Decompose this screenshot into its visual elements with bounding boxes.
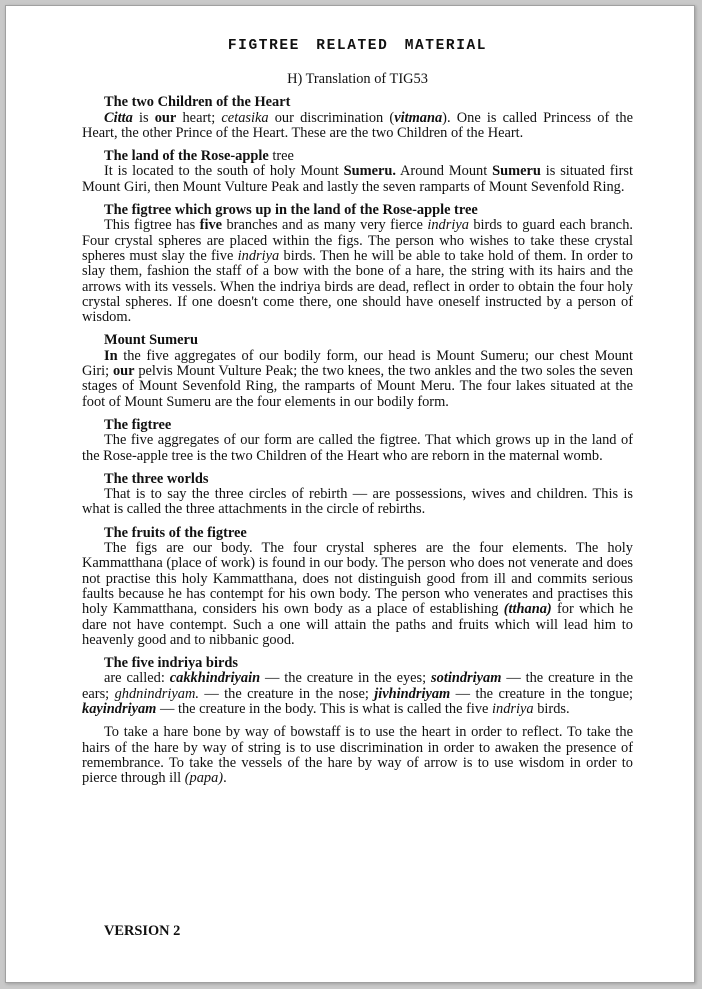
text-segment: Sumeru (492, 163, 541, 180)
text-segment: The fruits of the figtree (104, 524, 247, 541)
paragraph (82, 164, 633, 195)
text-segment: Around Mount (395, 163, 493, 180)
text-segment: Sumeru. (343, 163, 396, 180)
paragraph (82, 671, 633, 717)
document-title: FIGTREE RELATED MATERIAL (227, 38, 488, 54)
paragraph (82, 111, 633, 142)
document-section (82, 418, 633, 464)
text-segment: That is to say the three circles of rebirth — are possessions, wives and children. This is what is called the three attachments in the circle of rebirths. (82, 486, 633, 518)
text-segment: sotindriyam (431, 670, 502, 687)
document-section (82, 725, 633, 786)
section-heading (82, 95, 633, 110)
text-segment: — the creature in the nose; (198, 685, 375, 702)
section-heading (82, 333, 633, 348)
text-segment: tree (268, 148, 294, 165)
document-page (5, 5, 695, 983)
paragraph (82, 725, 633, 786)
text-segment: indriya (427, 217, 469, 234)
text-segment: birds to guard each branch. Four crystal spheres are placed within the figs. The person who wishes to take these crystal spheres must slay the five (82, 217, 633, 264)
paragraph (82, 487, 633, 518)
text-segment: indriya (237, 247, 280, 264)
section-heading (82, 149, 633, 164)
document-section (82, 149, 633, 195)
text-segment: The five indriya birds (104, 655, 238, 672)
text-segment: five (199, 217, 223, 234)
text-segment: our (154, 109, 177, 126)
document-section (82, 203, 633, 325)
text-segment: The figtree (104, 416, 172, 433)
section-heading (82, 203, 633, 218)
paragraph (82, 349, 633, 410)
text-segment: branches and as many very fierce (222, 217, 428, 234)
text-segment: — the creature in the body. This is what is called the five (156, 700, 493, 717)
text-segment: jivhindriyam (374, 685, 451, 702)
text-segment: are called: (104, 670, 170, 687)
text-segment: our discrimination ( (268, 109, 395, 126)
text-segment: pelvis Mount Vulture Peak; the two knees, the two ankles and the two soles the seven stages of Mount Sevenfold Ring, the ramparts of Mount Meru. The four lakes situated at the foot of Mount Sumeru are the four elements in our bodily form. (82, 363, 633, 410)
text-segment: kayindriyam (82, 700, 157, 717)
text-segment: To take a hare bone by way of bowstaff is to use the heart in order to reflect. To take the hairs of the hare by way of string is to use discrimination in order to awaken the presence of remembrance. To take the vessels of the hare by way of arrow is to use wisdom in order to pierce through ill (82, 724, 633, 787)
text-segment: The three worlds (104, 470, 209, 487)
text-segment: indriya (492, 700, 534, 717)
document-section (82, 526, 633, 648)
text-segment: our (112, 363, 135, 380)
text-segment: It is located to the south of holy Mount (104, 163, 344, 180)
text-segment: — the creature in the eyes; (260, 670, 432, 687)
paragraph (82, 218, 633, 325)
text-segment: The two Children of the Heart (104, 94, 291, 111)
text-segment: cakkhindriyain (169, 670, 261, 687)
version-label: VERSION 2 (104, 923, 181, 939)
text-segment: ). One is called Princess of the Heart, the other Prince of the Heart. These are the two Children of the Heart. (82, 109, 634, 141)
document-subtitle: H) Translation of TIG53 (287, 71, 428, 87)
text-segment: The figs are our body. The four crystal spheres are the four elements. The holy Kammatthana (place of work) is found in our body. The person who does not venerate and does not practise this holy Kammatthana, does not distinguish good from ill and commits serious faults because he has contempt for his own body. The person who venerates and practises this holy Kammatthana, considers his own body as a place of establishing (82, 540, 633, 618)
text-segment: Citta (104, 109, 133, 126)
section-heading (82, 472, 633, 487)
section-heading (82, 526, 633, 541)
text-segment: birds. Then he will be able to take hold of them. In order to slay them, fashion the staff of a bow with the bone of a hare, the string with its hairs and the arrows with its vessels. When the indriya birds are dead, reflect in order to obtain the four holy crystal spheres. If one doesn't come there, one should have oneself instructed by a person of wisdom. (82, 247, 633, 326)
text-segment: The five aggregates of our form are called the figtree. That which grows up in the land of the Rose-apple tree is the two Children of the Heart who are reborn in the maternal womb. (82, 432, 633, 464)
paragraph (82, 433, 633, 464)
text-segment: for which he dare not have contempt. Such a one will attain the paths and fruits which will lead him to heavenly good and to nibbanic good. (82, 601, 633, 648)
text-segment: ghdnindriyam. (114, 685, 199, 702)
text-segment: This figtree has (104, 217, 200, 234)
text-segment: Mount Sumeru (104, 332, 198, 349)
text-segment: (papa) (184, 770, 224, 787)
document-section (82, 95, 633, 141)
document-body (82, 95, 633, 786)
text-segment: is situated first Mount Giri, then Mount Vulture Peak and lastly the seven ramparts of Mount Sevenfold Ring. (82, 163, 633, 195)
text-segment: . (223, 770, 227, 787)
document-section (82, 472, 633, 518)
document-section (82, 333, 633, 409)
text-segment: cetasika (221, 109, 269, 126)
section-heading (82, 656, 633, 671)
text-segment: The figtree which grows up in the land of the Rose-apple tree (104, 202, 478, 219)
paragraph (82, 541, 633, 648)
text-segment: heart; (176, 109, 222, 126)
text-segment: the five aggregates of our bodily form, our head is Mount Sumeru; our chest Mount Giri; (82, 347, 633, 380)
section-heading (82, 418, 633, 433)
text-segment: — the creature in the tongue; (450, 685, 633, 702)
text-segment: vitmana (394, 109, 443, 126)
document-section (82, 656, 633, 717)
text-segment: birds. (533, 700, 570, 717)
text-segment: (tthana) (503, 601, 552, 618)
text-segment: is (132, 109, 155, 126)
text-segment: The land of the Rose-apple (104, 148, 269, 165)
text-segment: In (104, 347, 118, 364)
text-segment: — the creature in the ears; (82, 670, 634, 702)
